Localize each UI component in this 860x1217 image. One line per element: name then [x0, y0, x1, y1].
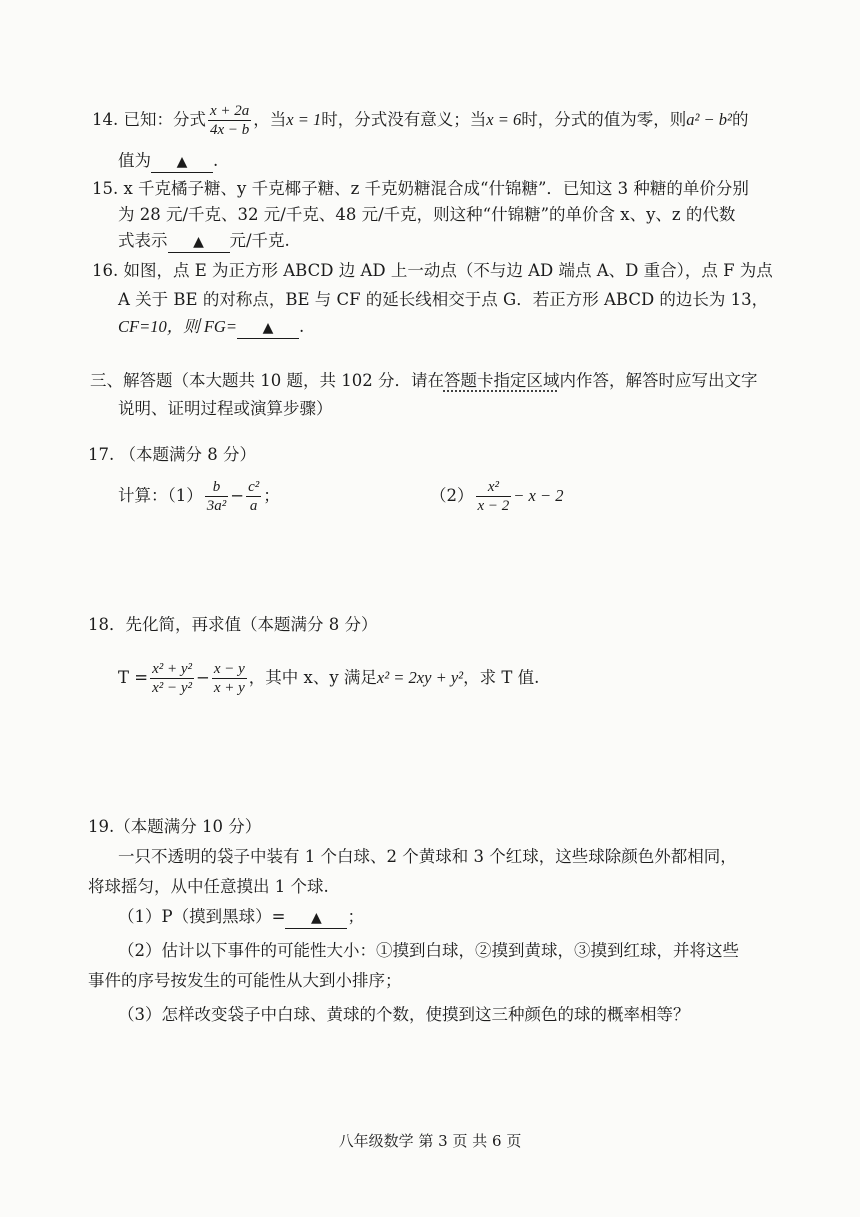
q16-line2: A 关于 BE 的对称点，BE 与 CF 的延长线相交于点 G．若正方形 ABCD 的边长为 13， [118, 290, 769, 309]
q17-fraction-1 [205, 478, 229, 515]
q14-line2 [118, 150, 218, 173]
q16-text: . [298, 317, 305, 336]
q19-answer-blank[interactable] [285, 907, 347, 929]
q14-text: 值为 [118, 151, 151, 170]
q14-text: 的 [732, 110, 749, 129]
q18-fraction-1-numerator: x² + y² [152, 661, 193, 677]
q14-expression: a² − b² [686, 110, 732, 129]
q19-paragraph-2: 将球摇匀，从中任意摸出 1 个球. [88, 877, 329, 896]
q15-text: 式表示 [118, 231, 168, 250]
q18-t: T = [118, 668, 149, 687]
q17-fraction-3 [476, 478, 512, 515]
q18-fraction-2-numerator: x − y [213, 661, 245, 677]
q17-label-2: （2） [430, 486, 474, 505]
q17-fraction-2 [246, 478, 261, 515]
q14-condition-1: x = 1 [286, 110, 322, 129]
q18-expression [118, 660, 539, 697]
q17-fraction-3-numerator: x² [476, 478, 512, 497]
q17-part2 [430, 478, 564, 515]
q14-text: ，当 [253, 110, 287, 129]
q15-answer-blank[interactable] [168, 231, 230, 253]
q17-header: 17. （本题满分 8 分） [88, 445, 256, 464]
q14-line1 [92, 102, 749, 139]
q17-separator: ； [263, 486, 280, 505]
q19-text: （1）P（摸到黑球）= [118, 907, 286, 926]
section3-heading [90, 370, 757, 392]
q18-fraction-2-denominator: x + y [213, 680, 245, 696]
q19-subquestion-2: （2）估计以下事件的可能性大小：①摸到白球，②摸到黄球，③摸到红球，并将这些 [118, 941, 739, 960]
section3-emphasis: 答题卡指定区域 [443, 371, 560, 390]
q14-text: . [213, 151, 219, 170]
q17-part1 [118, 478, 280, 515]
q19-subquestion-1 [118, 906, 364, 929]
q18-fraction-1-denominator: x² − y² [152, 680, 193, 696]
q14-fraction [208, 102, 251, 139]
triangle-icon: ▲ [193, 234, 204, 250]
q18-text: ，其中 x、y 满足 [248, 668, 377, 687]
q19-header: 19.（本题满分 10 分） [88, 817, 262, 836]
q18-minus: − [196, 668, 210, 687]
q16-line1: 16. 如图，点 E 为正方形 ABCD 边 AD 上一动点（不与边 AD 端点 A、D 重合），点 F 为点 [92, 261, 773, 280]
q19-subquestion-3: （3）怎样改变袋子中白球、黄球的个数，使摸到这三种颜色的球的概率相等？ [118, 1005, 690, 1024]
q17-label: 计算：（1） [118, 486, 203, 505]
q16-text: CF=10，则 FG= [118, 317, 237, 336]
page-footer: 八年级数学 第 3 页 共 6 页 [338, 1132, 522, 1150]
q15-line2: 为 28 元/千克、32 元/千克、48 元/千克，则这种“什锦糖”的单价含 x、y、z 的代数 [118, 205, 736, 224]
q14-text: 时，分式没有意义；当 [321, 110, 487, 129]
q16-line3 [118, 316, 304, 339]
q17-fraction-2-denominator: a [249, 498, 258, 514]
q17-tail: − x − 2 [513, 486, 564, 505]
q17-fraction-1-denominator: 3a² [206, 498, 227, 514]
q15-line3 [118, 230, 290, 253]
q14-answer-blank[interactable] [151, 151, 213, 173]
section3-text: 三、解答题（本大题共 10 题，共 102 分．请在 [90, 371, 444, 390]
q14-text: 时，分式的值为零，则 [521, 110, 687, 129]
q17-fraction-3-denominator: x − 2 [477, 498, 510, 514]
q18-header: 18．先化简，再求值（本题满分 8 分） [88, 615, 378, 634]
q17-minus: − [230, 486, 245, 505]
q15-line1: 15. x 千克橘子糖、y 千克椰子糖、z 千克奶糖混合成“什锦糖”．已知这 3 种糖的单价分别 [92, 179, 749, 198]
triangle-icon: ▲ [176, 154, 188, 170]
q18-fraction-1 [150, 660, 194, 697]
triangle-icon: ▲ [262, 320, 274, 336]
triangle-icon: ▲ [311, 910, 322, 926]
q16-answer-blank[interactable] [237, 317, 299, 339]
q14-prefix: 14. 已知：分式 [92, 110, 206, 129]
q18-fraction-2 [212, 660, 247, 697]
q19-text: ； [347, 907, 364, 926]
q18-text: ，求 T 值. [463, 668, 540, 687]
q18-condition: x² = 2xy + y² [376, 668, 464, 687]
q19-subquestion-2-cont: 事件的序号按发生的可能性从大到小排序； [88, 971, 402, 990]
q14-condition-2: x = 6 [486, 110, 522, 129]
q17-fraction-2-numerator: c² [248, 479, 260, 495]
section3-subheading: 说明、证明过程或演算步骤） [118, 399, 333, 418]
q14-fraction-numerator: x + 2a [210, 103, 250, 119]
section3-text: 内作答，解答时应写出文字 [559, 371, 758, 390]
q14-fraction-denominator: 4x − b [210, 122, 250, 138]
q19-paragraph-1: 一只不透明的袋子中装有 1 个白球、2 个黄球和 3 个红球，这些球除颜色外都相同， [118, 847, 737, 866]
q17-fraction-1-numerator: b [205, 478, 229, 497]
q15-text: 元/千克. [229, 231, 290, 250]
